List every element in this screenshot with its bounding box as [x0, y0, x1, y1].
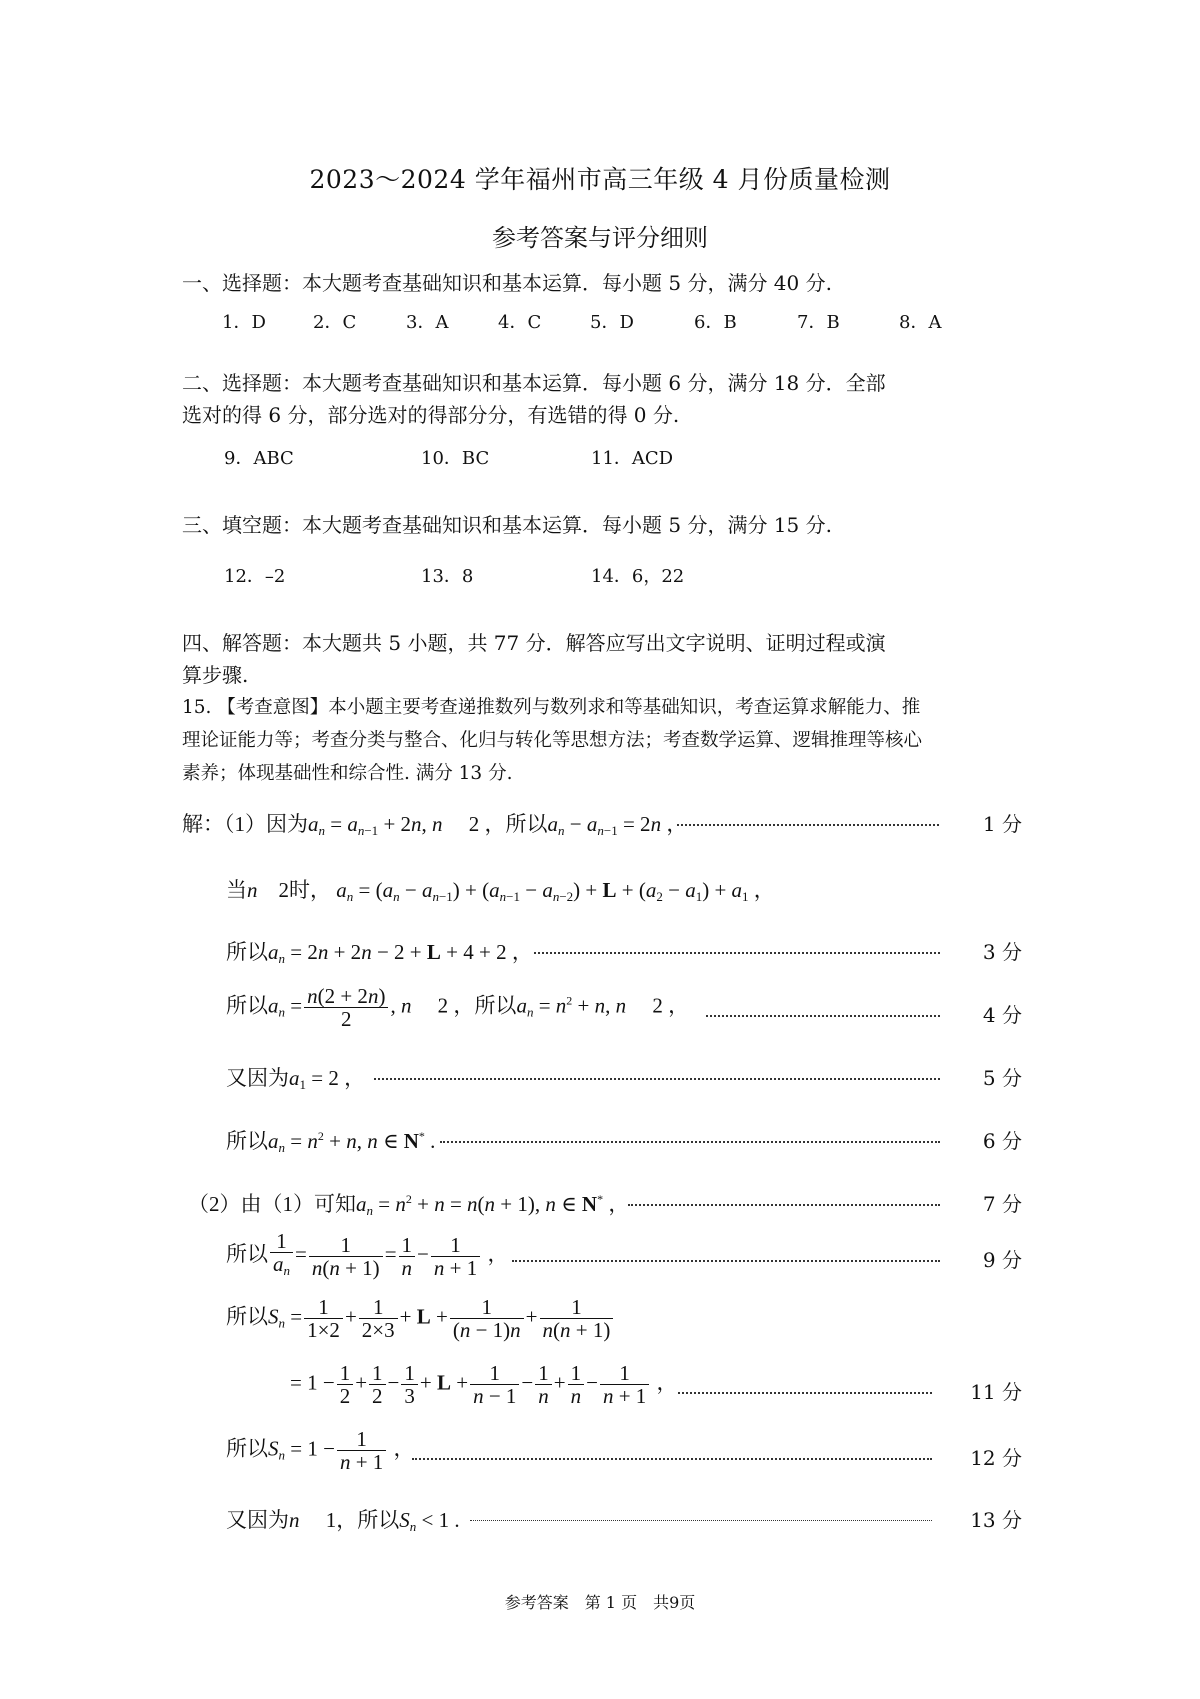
solution-line-7: （2）由（1）可知$a_n = n^2 + n = n(n + 1)$, n ∈ N* ，	[188, 1192, 630, 1218]
q15-intro-line1: 15. 【考查意图】本小题主要考查递推数列与数列求和等基础知识，考查运算求解能力、推	[182, 697, 921, 718]
solution-line-12: 又因为n 1，所以$S_n < 1$ .	[226, 1508, 460, 1534]
solution-line-2: 当n 2时， $a_n = (a_n - a_{n-1}) + (a_{n-1} - a_{n-2}) + L + (a_2 - a_1) + a_1$ ，	[226, 878, 775, 904]
dot-leader	[470, 1520, 932, 1521]
solution-line-11: 所以$S_n = 1$ − $\frac{1}{n + 1}$ ，	[226, 1427, 415, 1474]
dot-leader	[412, 1458, 932, 1460]
page-footer: 参考答案 第 1 页 共9页	[504, 1593, 696, 1612]
score-5: 5 分	[982, 1066, 1022, 1090]
section2-heading-line2: 选对的得 6 分，部分选对的得部分分，有选错的得 0 分.	[182, 403, 680, 427]
answer-7: 7．B	[797, 312, 840, 333]
solution-line-4: 所以$a_n$ = $\frac{n(2 + 2n)}{2}$ , n 2 ，所以$a_n = n^2 + n$, n 2 ，	[226, 984, 690, 1031]
section1-heading: 一、选择题：本大题考查基础知识和基本运算．每小题 5 分，满分 40 分.	[182, 271, 832, 295]
answer-11: 11．ACD	[591, 448, 674, 469]
answer-14: 14．6，22	[591, 566, 685, 587]
score-6: 6 分	[982, 1129, 1022, 1153]
dot-leader	[512, 1260, 940, 1262]
score-1: 1 分	[982, 812, 1022, 836]
answer-2: 2．C	[313, 312, 357, 333]
score-12: 12 分	[970, 1446, 1022, 1470]
dot-leader	[677, 824, 939, 826]
answer-8: 8．A	[899, 312, 942, 333]
answer-13: 13．8	[421, 566, 474, 587]
q15-intro-line3: 素养；体现基础性和综合性. 满分 13 分.	[182, 763, 513, 784]
answer-5: 5．D	[590, 312, 634, 333]
section4-heading-line1: 四、解答题：本大题共 5 小题，共 77 分．解答应写出文字说明、证明过程或演	[182, 631, 886, 655]
page-subtitle: 参考答案与评分细则	[492, 224, 708, 252]
score-13: 13 分	[970, 1508, 1022, 1532]
score-3: 3 分	[982, 940, 1022, 964]
answer-9: 9．ABC	[224, 448, 294, 469]
dot-leader	[628, 1204, 940, 1206]
dot-leader	[374, 1078, 940, 1080]
answer-3: 3．A	[406, 312, 449, 333]
score-11: 11 分	[970, 1380, 1022, 1404]
page-title: 2023～2024 学年福州市高三年级 4 月份质量检测	[309, 165, 891, 194]
solution-line-3: 所以$a_n = 2n + 2n - 2 + L + 4 + 2$ ，	[226, 940, 533, 966]
section2-heading-line1: 二、选择题：本大题考查基础知识和基本运算．每小题 6 分，满分 18 分．全部	[182, 371, 886, 395]
answer-6: 6．B	[694, 312, 737, 333]
answer-12: 12．–2	[224, 566, 286, 587]
answer-10: 10．BC	[421, 448, 490, 469]
dot-leader	[534, 952, 940, 954]
solution-line-5: 又因为$a_1 = 2$ ，	[226, 1066, 366, 1092]
answer-4: 4．C	[498, 312, 542, 333]
dot-leader	[440, 1141, 940, 1143]
score-7: 7 分	[982, 1192, 1022, 1216]
solution-line-8: 所以 $\frac{1}{a_n}$ = $\frac{1}{n(n + 1)}$ = $\frac{1}{n}$ − $\frac{1}{n + 1}$ ，	[226, 1229, 509, 1280]
q15-intro-line2: 理论证能力等；考查分类与整合、化归与转化等思想方法；考查数学运算、逻辑推理等核心	[182, 730, 923, 751]
score-9: 9 分	[982, 1248, 1022, 1272]
section4-heading-line2: 算步骤.	[182, 663, 249, 687]
section3-heading: 三、填空题：本大题考查基础知识和基本运算．每小题 5 分，满分 15 分.	[182, 513, 832, 537]
solution-line-1: 解：（1）因为$a_n = a_{n-1} + 2n$, n 2 ，所以$a_n - a_{n-1} = 2n$ ，	[182, 812, 688, 838]
solution-line-9: 所以$S_n$ = $\frac{1}{1\times 2}$ + $\frac{1}{2\times 3}$ + L + $\frac{1}{(n - 1)n}$ + $\frac{1}{n(n + 1)}$	[226, 1296, 615, 1341]
answer-1: 1．D	[222, 312, 266, 333]
dot-leader	[678, 1392, 932, 1394]
solution-line-6: 所以$a_n = n^2 + n$, n ∈ N* .	[226, 1129, 436, 1155]
dot-leader	[706, 1015, 940, 1017]
score-4: 4 分	[982, 1003, 1022, 1027]
solution-line-10: = 1 − $\frac{1}{2}$ + $\frac{1}{2}$ − $\frac{1}{3}$ + L + $\frac{1}{n - 1}$ − $\frac{1}{n}$ + $\frac{1}{n}$ − $\frac{1}{n + 1}$ ，	[290, 1361, 678, 1408]
